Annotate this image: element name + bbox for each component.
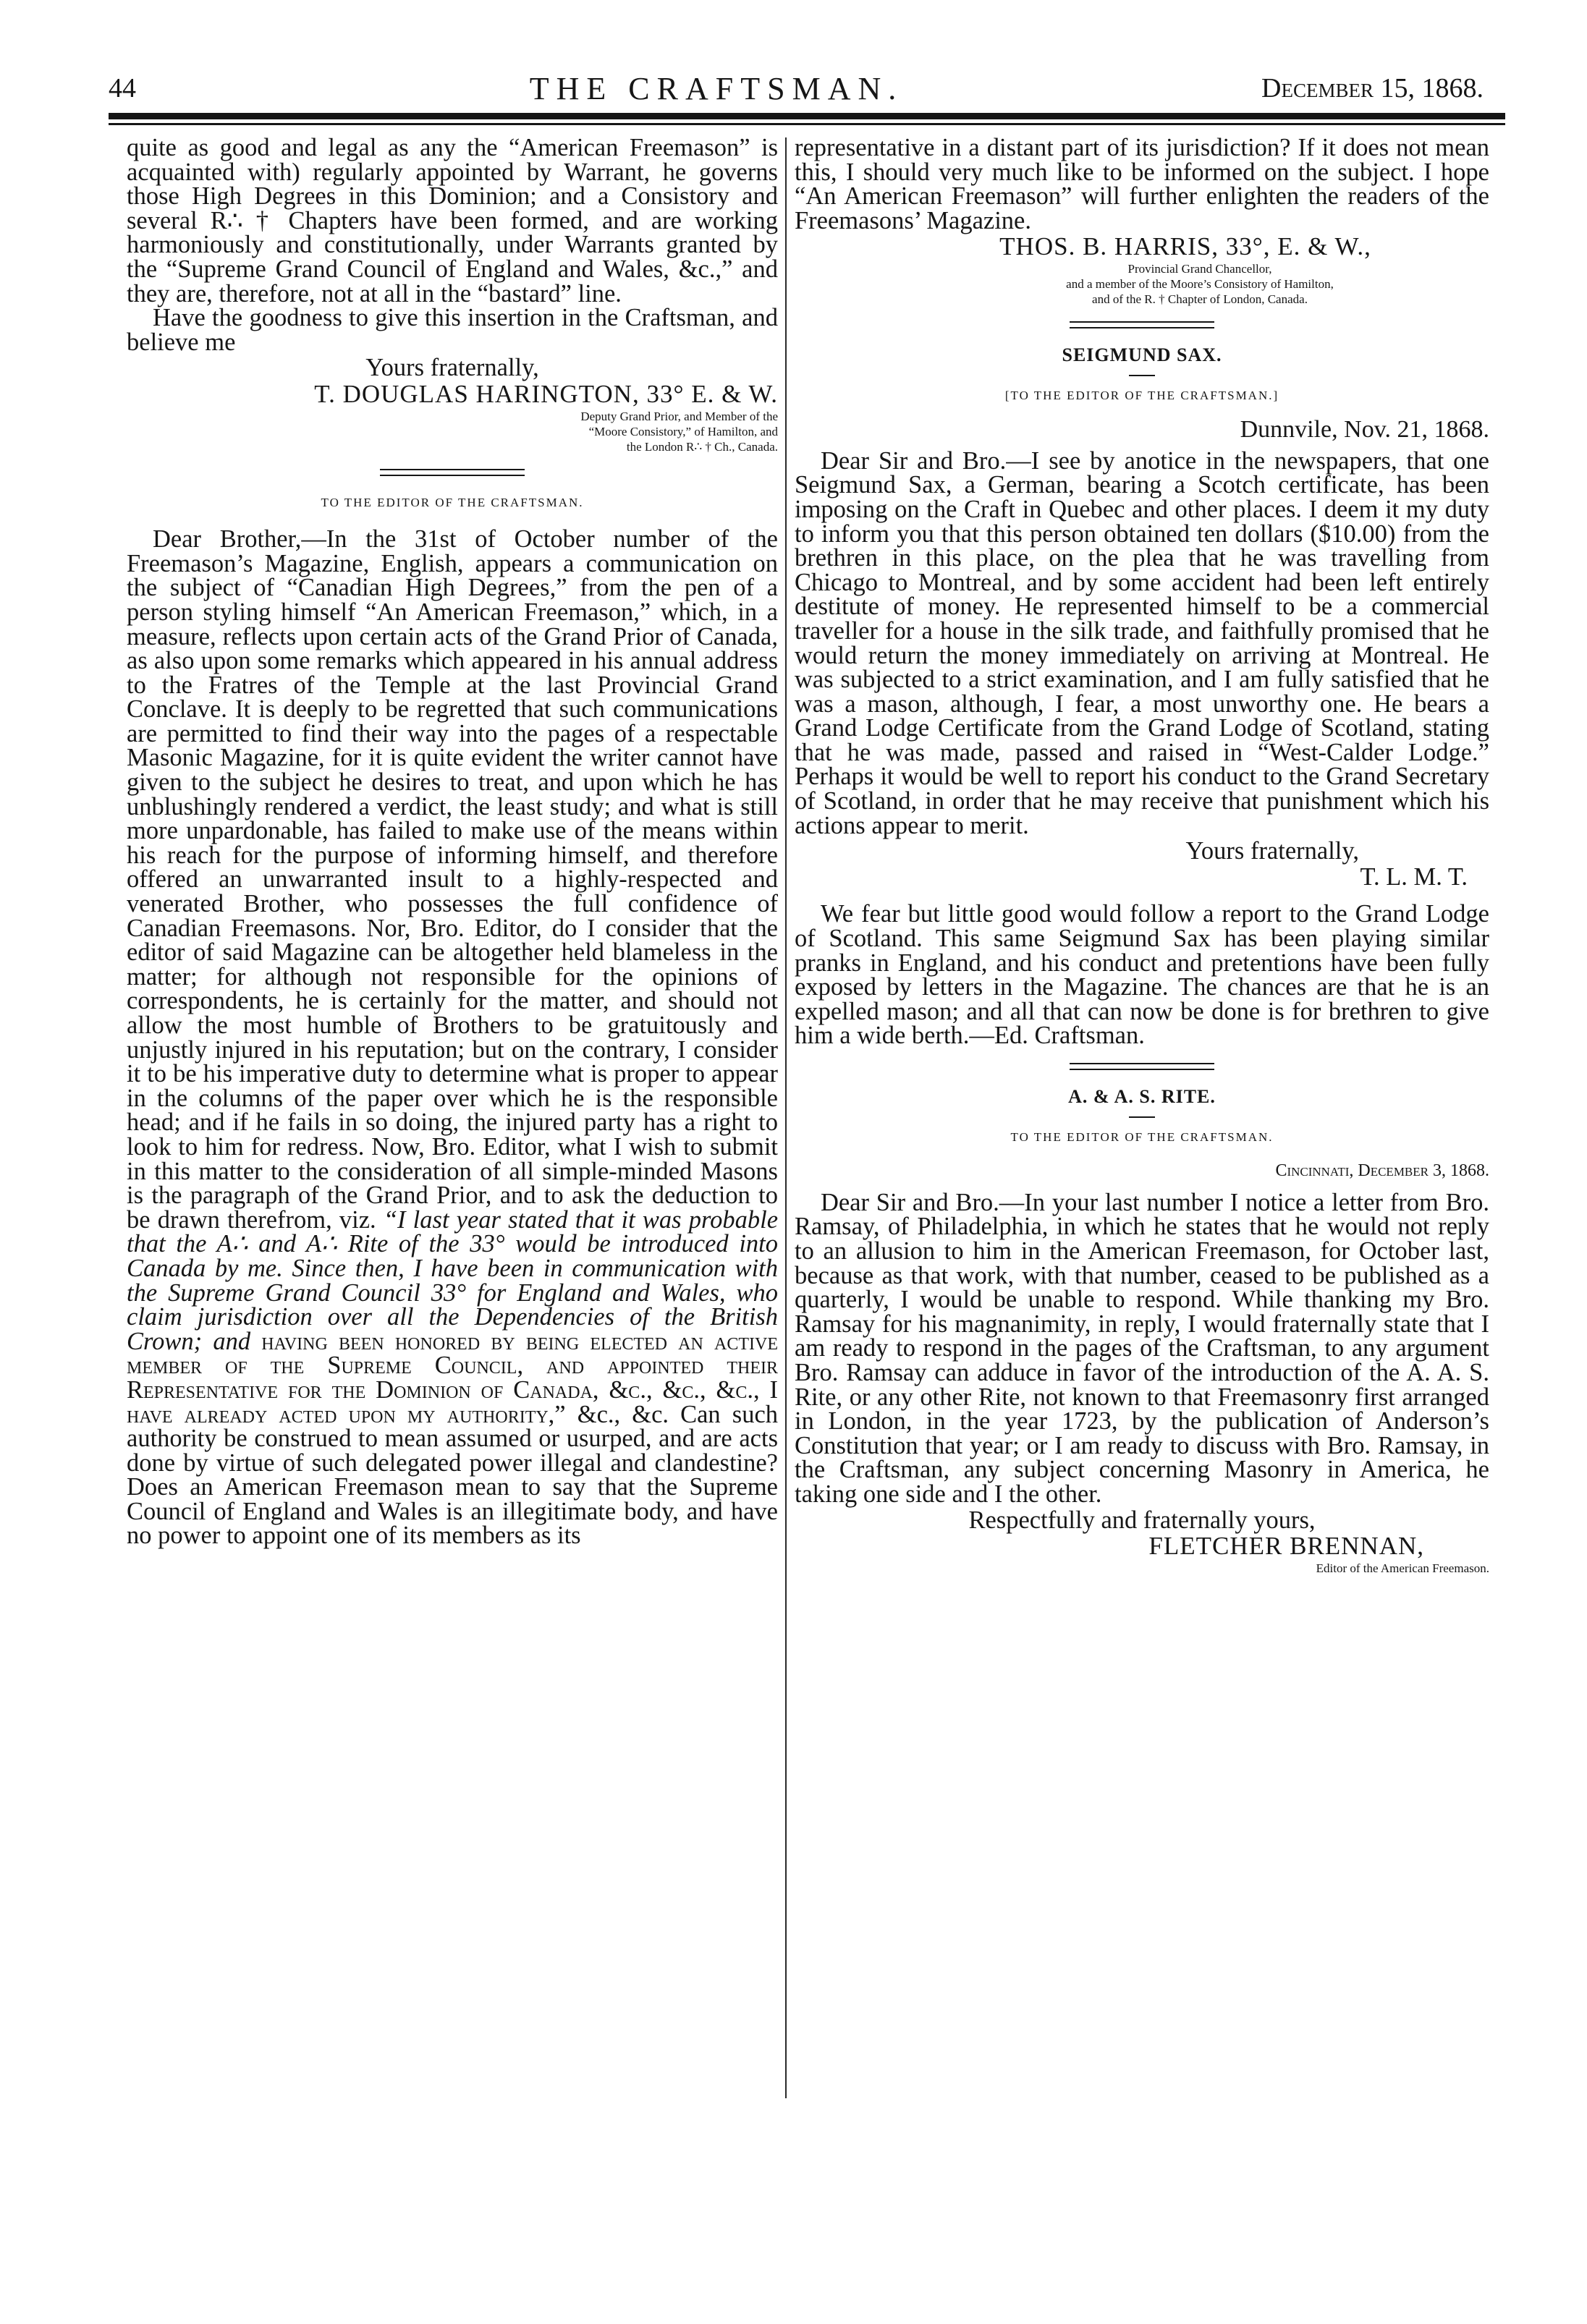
sax-closing: Yours fraternally, bbox=[1185, 837, 1359, 865]
column-divider bbox=[785, 137, 787, 2098]
issue-date: December 15, 1868. bbox=[1261, 73, 1484, 103]
harris-letter-quote: “I last year stated that it was probable that the A∴ and A∴ Rite of the 33° would be introduced into Canada by me. Since then, I have been in communication with the Supreme Grand Council 33° for England and Wales, who claim jurisdiction over all the Dependencies of the British Crown; and bbox=[127, 1205, 779, 1355]
harris-letter-text-cont: &c., &c. Can such authority be construed to mean assumed or usurped, and are acts done by virtue of such delegated power illegal and clandestine? Does an American Freemason mean to say that the Supreme Council of England and Wales is an illegitimate body, and have no power to appoint one of its members as its bbox=[127, 1400, 779, 1550]
harris-credit bbox=[795, 261, 1489, 307]
section-separator bbox=[1070, 1063, 1214, 1070]
harris-letter-end: representative in a distant part of its jurisdiction? If it does not mean this, I should very much like to be informed on the subject. I hope “An American Freemason” will further enlighten the readers of the Freemasons’ Magazine. bbox=[795, 134, 1489, 234]
harris-letter-text: Dear Brother,—In the 31st of October number of the Freemason’s Magazine, English, appears a communication on the subject of “Canadian High Degrees,” from the pen of a person styling himself “An American Freemason,” which, in a measure, reflects upon certain acts of the Grand Prior of Canada, as also upon some remarks which appeared in his annual address to the Fratres of the Temple at the last Provincial Grand Conclave. It is deeply to be regretted that such communications are permitted to find their way into the pages of a respectable Masonic Magazine, for it is quite evident the writer cannot have given to the subject he desires to treat, and upon which he has unblushingly rendered a verdict, the least study; and what is still more unpardonable, has failed to make use of the means within his reach for the purpose of informing himself, and therefore offered an unwarranted insult to a highly-respected and venerated Brother, who possesses the full confidence of Canadian Freemasons. Nor, Bro. Editor, do I consider that the editor of said Magazine can be altogether held blameless in the matter; for although not responsible for the opinions of correspondents, he is certainly for the matter, and should not allow the most humble of Brothers to be gratuitously and unjustly injured in his reputation; but on the contrary, I consider it to be his imperative duty to determine what is proper to appear in the columns of the paper over which he is the responsible head; and if he fails in so doing, the injured party has a right to look to him for redress. Now, Bro. Editor, what I wish to submit in this matter to the consideration of all simple-minded Masons is the paragraph of the Grand Prior, and to ask the deduction to be drawn therefrom, viz. bbox=[127, 525, 778, 1234]
section-heading-sax: SEIGMUND SAX. bbox=[1062, 344, 1222, 365]
harington-request: Have the goodness to give this insertion in the Craftsman, and believe me bbox=[127, 304, 778, 356]
credit-line: “Moore Consistory,” of Hamilton, and bbox=[588, 424, 778, 438]
header-rule-thin bbox=[109, 123, 1505, 125]
harington-closing: Yours fraternally, bbox=[365, 354, 539, 382]
credit-line: Provincial Grand Chancellor, bbox=[1127, 261, 1272, 276]
short-rule bbox=[1129, 375, 1155, 376]
section-separator bbox=[1070, 321, 1214, 328]
dateline-cincinnati: Cincinnati, December 3, 1868. bbox=[1275, 1161, 1489, 1181]
section-heading-rite: A. & A. S. RITE. bbox=[1068, 1086, 1216, 1107]
publication-title: THE CRAFTSMAN. bbox=[529, 70, 904, 106]
credit-line: Deputy Grand Prior, and Member of the bbox=[580, 409, 778, 423]
right-column bbox=[795, 136, 1489, 1576]
harington-credit bbox=[127, 409, 778, 454]
harington-letter-end: quite as good and legal as any the “American Freemason” is acquainted with) regularly appointed by Warrant, he governs those High Degrees in this Dominion; and a Consistory and several R∴ † Chapters have been formed, and are working harmoniously and constitutionally, under Warrants granted by the “Supreme Grand Council of England and Wales, &c.,” and they are, therefore, not at all in the “bastard” line. bbox=[127, 134, 778, 308]
credit-line: the London R∴ † Ch., Canada. bbox=[626, 439, 778, 454]
running-header bbox=[109, 67, 1484, 110]
credit-line: and of the R. † Chapter of London, Canada. bbox=[1092, 292, 1308, 306]
editor-address: TO THE EDITOR OF THE CRAFTSMAN. bbox=[1010, 1129, 1274, 1144]
editor-note: We fear but little good would follow a report to the Grand Lodge of Scotland. This same Seigmund Sax has been playing similar pranks in England, and his conduct and pretentions have been fully exposed by letters in the Magazine. The chances are that he is an expelled mason; and all that can now be done is for brethren to give him a wide berth.—Ed. Craftsman. bbox=[795, 900, 1489, 1050]
credit-line: and a member of the Moore’s Consistory of Hamilton, bbox=[1066, 276, 1334, 291]
editor-address: [TO THE EDITOR OF THE CRAFTSMAN.] bbox=[1004, 388, 1279, 402]
brennan-letter-body: Dear Sir and Bro.—In your last number I notice a letter from Bro. Ramsay, of Philadelphia, in which he states that he would not reply to an allusion to him in the American Freemason, for October last, because as that work, with that number, ceased to be published as a quarterly, I would be unable to respond. While thanking my Bro. Ramsay for his magnanimity, in reply, I would fraternally state that I am ready to respond in the pages of the Craftsman, to any argument Bro. Ramsay can adduce in favor of the introduction of the A. A. S. Rite, or any other Rite, not known to that Freemasonry first arranged in London, in the year 1723, by the publication of Anderson’s Constitution that year; or I am ready to discuss with Bro. Ramsay, in the Craftsman, any subject concerning Masonry in America, he taking one side and I the other. bbox=[795, 1188, 1489, 1508]
brennan-signature: FLETCHER BRENNAN, bbox=[1148, 1532, 1424, 1561]
left-column bbox=[127, 136, 778, 1548]
section-separator bbox=[380, 469, 525, 476]
brennan-credit: Editor of the American Freemason. bbox=[1316, 1561, 1489, 1575]
page-number: 44 bbox=[109, 73, 136, 103]
sax-letter-body: Dear Sir and Bro.—I see by anotice in the newspapers, that one Seigmund Sax, a German, bearing a Scotch certificate, has been imposing on the Craft in Quebec and other places. I deem it my duty to inform you that this person obtained ten dollars ($10.00) from the brethren in this place, on the plea that he was travelling from Chicago to Montreal, and by some accident had been left entirely destitute of money. He represented himself to be a commercial traveller for a house in the silk trade, and faithfully promised that he would return the money immediately on arriving at Montreal. He was subjected to a strict examination, and I am fully satisfied that he was a mason, although, I fear, a most unworthy one. He bears a Grand Lodge Certificate from the Grand Lodge of Scotland, stating that he was made, passed and raised in “West-Calder Lodge.” Perhaps it would be well to report his conduct to the Grand Secretary of Scotland, in order that he may receive that punishment which his actions appear to merit. bbox=[795, 446, 1489, 839]
sax-initials: T. L. M. T. bbox=[1360, 862, 1468, 891]
short-rule bbox=[1129, 1116, 1155, 1118]
harington-signature: T. DOUGLAS HARINGTON, 33° E. & W. bbox=[314, 379, 778, 408]
editor-address: TO THE EDITOR OF THE CRAFTSMAN. bbox=[321, 495, 584, 509]
harris-letter-body bbox=[127, 527, 778, 1548]
harris-letter-caps: having been honored by being elected an active member of the Supreme Council, and appointed their Representative for the Dominion of Canada, &c., &c., &c., I have already acted upon my authority,” bbox=[127, 1327, 779, 1428]
header-rule-thick bbox=[109, 113, 1505, 119]
dateline-dunnville: Dunnvile, Nov. 21, 1868. bbox=[1240, 416, 1489, 444]
harris-signature: THOS. B. HARRIS, 33°, E. & W., bbox=[999, 232, 1371, 261]
brennan-closing: Respectfully and fraternally yours, bbox=[968, 1506, 1316, 1534]
